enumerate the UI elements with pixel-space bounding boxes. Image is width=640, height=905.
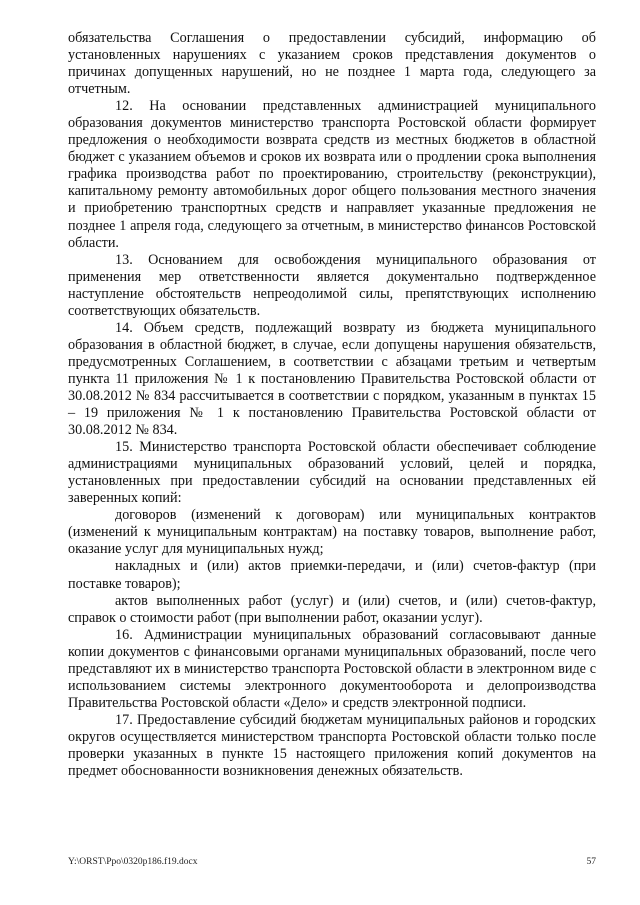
footer-file-path: Y:\ORST\Ppo\0320p186.f19.docx [68, 857, 198, 867]
page-footer [68, 857, 596, 867]
paragraph: 15. Министерство транспорта Ростовской области обеспечивает соблюдение администрациями муниципальных образований условий, целей и порядка, установленных при предоставлении субсидий на основании представленных ей заверенных копий: [68, 439, 596, 507]
paragraph: 13. Основанием для освобождения муниципального образования от применения мер ответственности является документально подтвержденное наступление обстоятельств непреодолимой силы, препятствующих исполнению соответствующих обязательств. [68, 251, 596, 319]
paragraph: накладных и (или) актов приемки-передачи, и (или) счетов-фактур (при поставке товаров); [68, 558, 596, 592]
paragraph: 14. Объем средств, подлежащий возврату из бюджета муниципального образования в областной бюджет, в случае, если допущены нарушения обязательств, предусмотренных Соглашением, в соответствии с абзацами третьим и четвертым пункта 11 приложения № 1 к постановлению Правительства Ростовской области от 30.08.2012 № 834 рассчитывается в соответствии с порядком, указанным в пунктах 15 – 19 приложения № 1 к постановлению Правительства Ростовской области от 30.08.2012 № 834. [68, 319, 596, 439]
footer-page-number: 57 [586, 857, 596, 867]
paragraph: актов выполненных работ (услуг) и (или) счетов, и (или) счетов-фактур, справок о стоимости работ (при выполнении работ, оказании услуг). [68, 592, 596, 626]
paragraph: 12. На основании представленных администрацией муниципального образования документов министерство транспорта Ростовской области формирует предложения о необходимости возврата средств из местных бюджетов в областной бюджет с указанием объемов и сроков их возврата или о продлении срока выполнения графика производства работ по проектированию, строительству (реконструкции), капитальному ремонту автомобильных дорог общего пользования местного значения и приобретению транспортных средств и направляет указанные предложения не позднее 1 апреля года, следующего за отчетным, в министерство финансов Ростовской области. [68, 98, 596, 251]
paragraph: 16. Администрации муниципальных образований согласовывают данные копии документов с финансовыми органами муниципальных образований, после чего представляют их в министерство транспорта Ростовской области в электронном виде с использованием системы электронного документооборота и делопроизводства Правительства Ростовской области «Дело» и средств электронной подписи. [68, 626, 596, 711]
paragraph: 17. Предоставление субсидий бюджетам муниципальных районов и городских округов осуществляется министерством транспорта Ростовской области только после проверки указанных в пункте 15 настоящего приложения копий документов на предмет обоснованности возникновения денежных обязательств. [68, 711, 596, 780]
paragraph: обязательства Соглашения о предоставлении субсидий, информацию об установленных нарушениях с указанием сроков представления документов о причинах допущенных нарушений, но не позднее 1 марта года, следующего за отчетным. [68, 30, 596, 98]
document-page [68, 30, 596, 780]
paragraph: договоров (изменений к договорам) или муниципальных контрактов (изменений к муниципальным контрактам) на поставку товаров, выполнение работ, оказание услуг для муниципальных нужд; [68, 507, 596, 558]
